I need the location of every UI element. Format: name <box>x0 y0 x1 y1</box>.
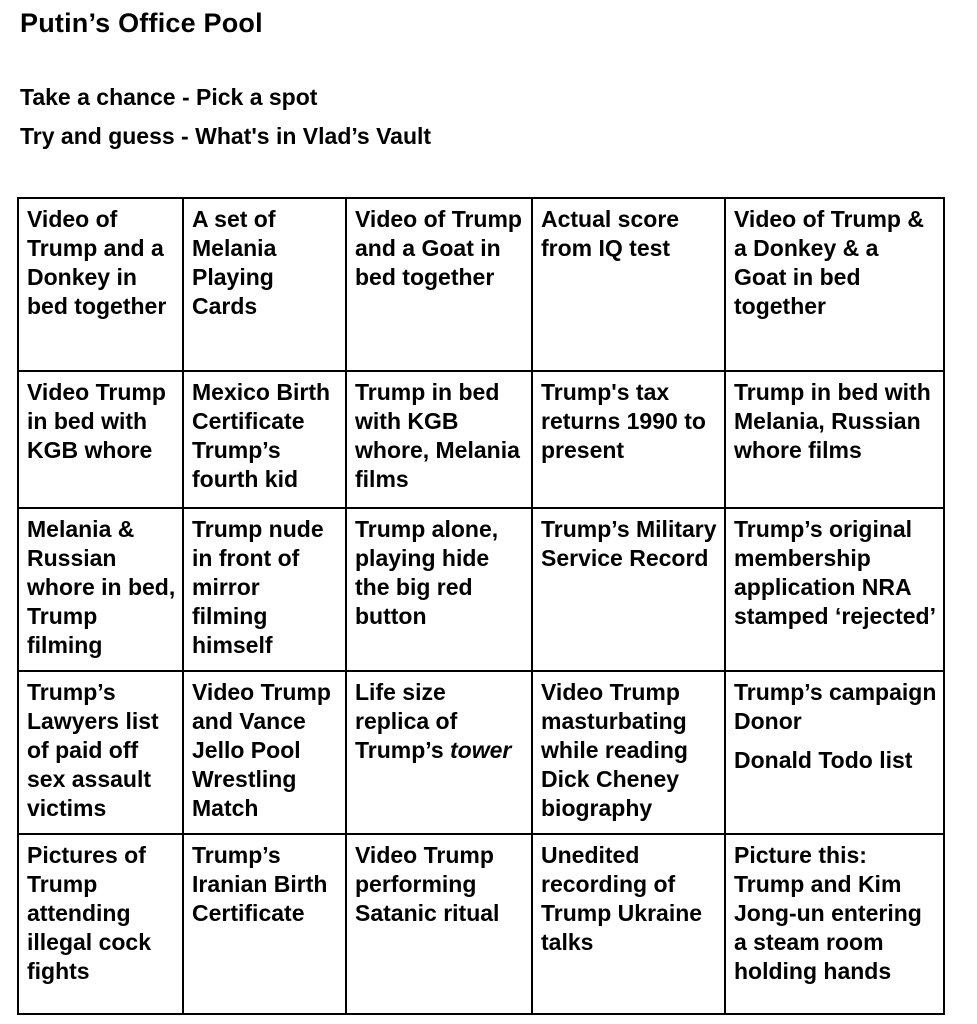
grid-cell-line: Trump’s campaign Donor <box>734 679 937 734</box>
grid-cell[interactable]: Trump’s Lawyers list of paid off sex assault victims <box>18 671 183 834</box>
grid-cell[interactable]: Mexico Birth Certificate Trump’s fourth kid <box>183 371 346 508</box>
grid-cell[interactable]: Video of Trump and a Donkey in bed together <box>18 198 183 371</box>
grid-cell[interactable] <box>725 671 944 834</box>
grid-cell[interactable]: Video of Trump and a Goat in bed together <box>346 198 532 371</box>
grid-cell[interactable]: Trump’s original membership application NRA stamped ‘rejected’ <box>725 508 944 671</box>
grid-cell[interactable]: Video Trump performing Satanic ritual <box>346 834 532 1014</box>
grid-cell-text: Life size replica of Trump’s <box>355 679 458 763</box>
grid-cell[interactable] <box>346 671 532 834</box>
subtitle-try-and-guess: Try and guess - What's in Vlad’s Vault <box>20 123 432 149</box>
grid-row-3 <box>18 508 944 671</box>
grid-row-5 <box>18 834 944 1014</box>
page-title: Putin’s Office Pool <box>20 8 263 38</box>
grid-cell-italic-text: tower <box>450 737 512 763</box>
grid-cell[interactable]: Actual score from IQ test <box>532 198 725 371</box>
grid-cell[interactable]: Melania & Russian whore in bed, Trump filming <box>18 508 183 671</box>
grid-cell[interactable]: Trump in bed with KGB whore, Melania films <box>346 371 532 508</box>
grid-cell[interactable]: Video Trump in bed with KGB whore <box>18 371 183 508</box>
grid-cell[interactable]: Trump's tax returns 1990 to present <box>532 371 725 508</box>
grid-cell[interactable]: Trump’s Iranian Birth Certificate <box>183 834 346 1014</box>
grid-cell[interactable]: Video of Trump & a Donkey & a Goat in bed together <box>725 198 944 371</box>
office-pool-grid <box>17 197 945 1015</box>
grid-row-1 <box>18 198 944 371</box>
grid-cell[interactable]: Trump’s Military Service Record <box>532 508 725 671</box>
grid-cell[interactable]: Unedited recording of Trump Ukraine talks <box>532 834 725 1014</box>
grid-cell[interactable]: A set of Melania Playing Cards <box>183 198 346 371</box>
grid-cell[interactable]: Video Trump and Vance Jello Pool Wrestling Match <box>183 671 346 834</box>
grid-cell[interactable]: Video Trump masturbating while reading Dick Cheney biography <box>532 671 725 834</box>
grid-cell[interactable]: Picture this: Trump and Kim Jong-un entering a steam room holding hands <box>725 834 944 1014</box>
subtitle-take-a-chance: Take a chance - Pick a spot <box>20 84 318 110</box>
grid-row-4 <box>18 671 944 834</box>
grid-cell-line: Donald Todo list <box>734 747 913 773</box>
grid-row-2 <box>18 371 944 508</box>
grid-cell[interactable]: Pictures of Trump attending illegal cock fights <box>18 834 183 1014</box>
grid-cell[interactable]: Trump in bed with Melania, Russian whore films <box>725 371 944 508</box>
grid-cell[interactable]: Trump nude in front of mirror filming himself <box>183 508 346 671</box>
grid-cell[interactable]: Trump alone, playing hide the big red button <box>346 508 532 671</box>
